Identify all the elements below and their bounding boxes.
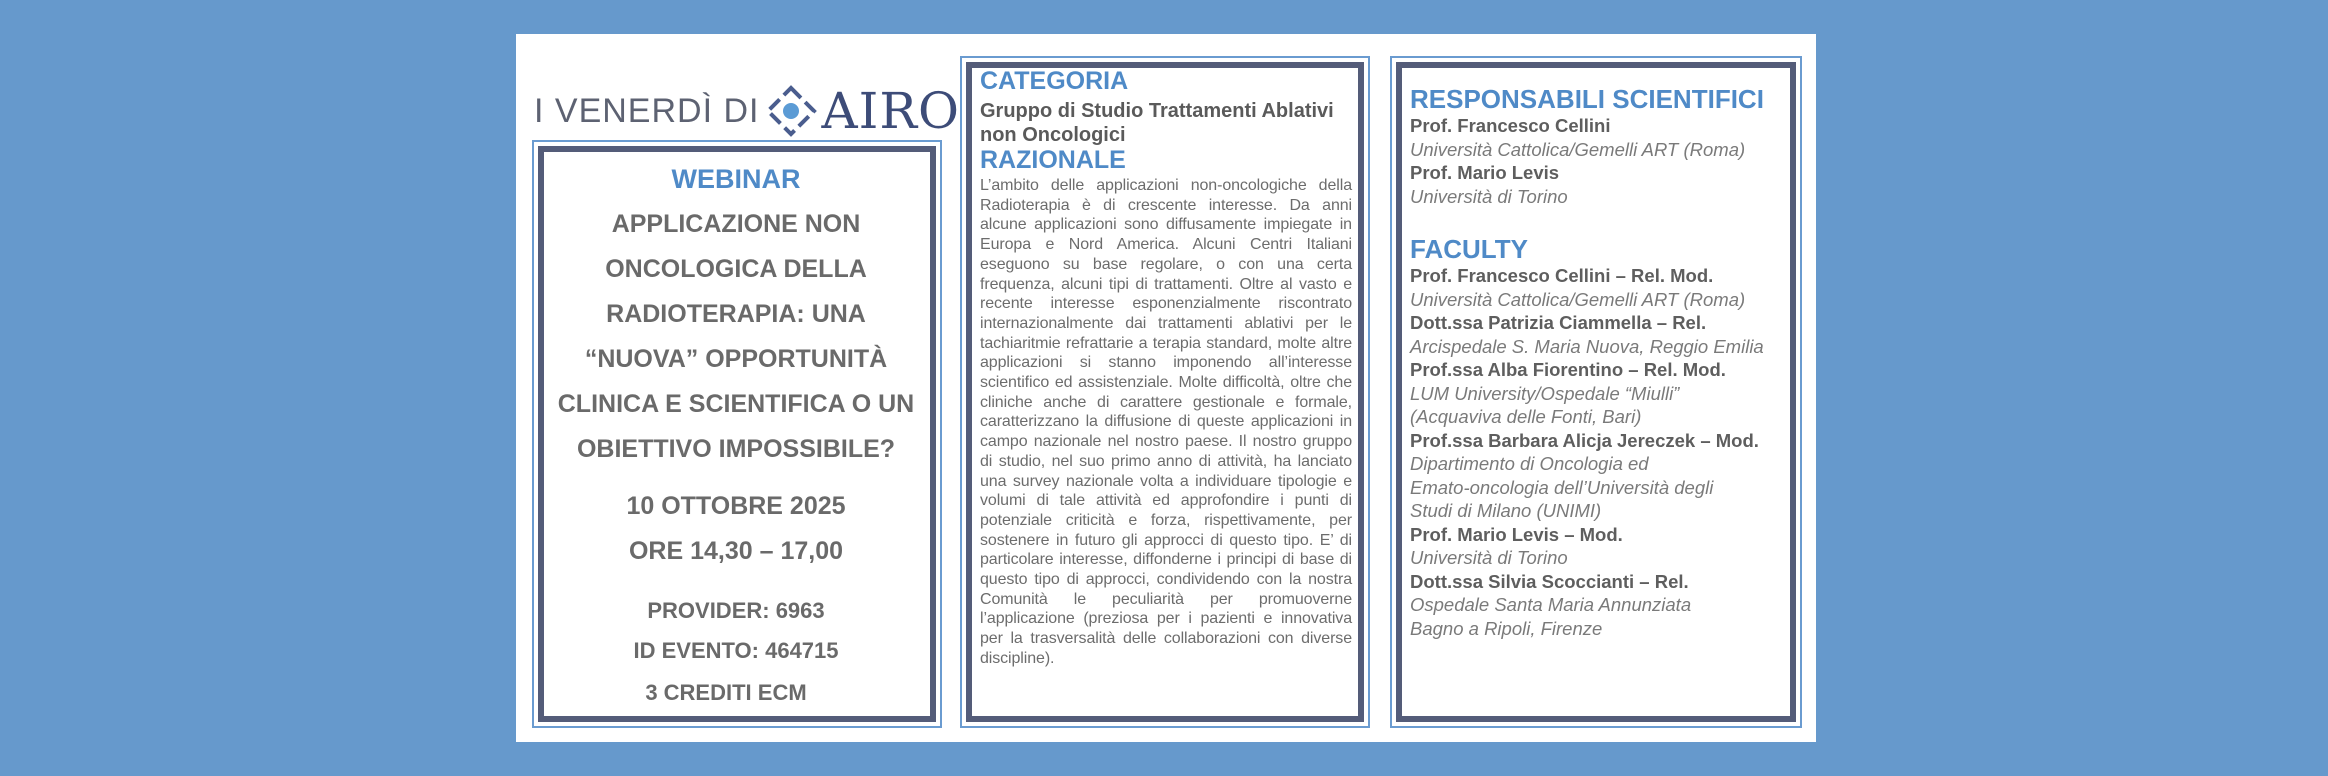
responsabile-entry	[1410, 114, 1790, 161]
person-affiliation: Emato-oncologia dell’Università degli	[1410, 476, 1714, 498]
category-text: Gruppo di Studio Trattamenti Ablativi non Oncologici	[980, 100, 1334, 146]
person-name: Dott.ssa Patrizia Ciammella – Rel.	[1410, 312, 1707, 333]
airo-logo	[534, 84, 960, 138]
responsabile-entry	[1410, 161, 1790, 208]
rationale-heading: RAZIONALE	[980, 146, 1126, 174]
responsabili-heading: RESPONSABILI SCIENTIFICI	[1410, 84, 1764, 114]
faculty-entry	[1410, 264, 1790, 311]
person-affiliation: Bagno a Ripoli, Firenze	[1410, 617, 1603, 639]
provider-id: PROVIDER: 6963	[647, 598, 825, 623]
faculty-entry	[1410, 523, 1790, 570]
faculty-heading: FACULTY	[1410, 234, 1528, 264]
person-affiliation: LUM University/Ospedale “Miulli”	[1410, 382, 1680, 404]
person-affiliation: Università di Torino	[1410, 547, 1568, 568]
title-line: ONCOLOGICA DELLA	[605, 255, 867, 283]
person-affiliation: Studi di Milano (UNIMI)	[1410, 500, 1602, 521]
person-name: Prof. Francesco Cellini	[1410, 115, 1611, 136]
person-affiliation: (Acquaviva delle Fonti, Bari)	[1410, 406, 1642, 427]
person-name: Prof. Mario Levis	[1410, 162, 1560, 183]
event-date: 10 OTTOBRE 2025	[626, 492, 846, 520]
person-affiliation: Università Cattolica/Gemelli ART (Roma)	[1410, 288, 1746, 310]
title-line: “NUOVA” OPPORTUNITÀ	[584, 345, 888, 373]
title-line: OBIETTIVO IMPOSSIBILE?	[576, 435, 896, 463]
person-affiliation: Dipartimento di Oncologia ed	[1410, 453, 1649, 474]
logo-prefix: I VENERDÌ DI	[534, 91, 760, 130]
title-line: CLINICA E SCIENTIFICA O UN	[557, 390, 915, 418]
person-affiliation: Arcispedale S. Maria Nuova, Reggio Emilia	[1410, 335, 1764, 357]
rationale-text: L’ambito delle applicazioni non-oncologiche della Radioterapia è di crescente interesse. Da anni alcune applicazioni sono diffusamente impiegate in Europa e Nord America. Alcuni Centri Italiani eseguono su base regolare, o con una certa frequenza, alcuni tipi di trattamenti. Oltre al vasto e recente interesse esponenzialmente riscontrato internazionalmente dai trattamenti ablativi per le tachiaritmie refrattarie a terapia standard, molte altre applicazioni si stanno imponendo all’interesse scientifico ed assistenziale. Molte difficoltà, oltre che cliniche anche di carattere gestionale e formale, caratterizzano la diffusione di queste applicazioni in campo nazionale nel nostro paese. Il nostro gruppo di studio, nel suo primo anno di attività, ha lanciato una survey nazionale volta a individuare tipologie e volumi di tale attività ed approfondire i punti di potenziale criticità e forza, rispettivamente, per sostenere in futuro gli approcci di questo tipo. E’ di particolare interesse, diffonderne i principi di base di questo tipo di approcci, condividendo con la nostra Comunità le peculiarità per promuoverne l’applicazione (preziosa per i pazienti e innovativa per la trasversalità delle collaborazioni con diverse discipline).	[980, 177, 1352, 667]
person-affiliation: Ospedale Santa Maria Annunziata	[1410, 594, 1692, 615]
event-time: ORE 14,30 – 17,00	[628, 537, 844, 565]
person-name: Dott.ssa Silvia Scoccianti – Rel.	[1410, 570, 1689, 592]
person-name: Prof. Francesco Cellini – Rel. Mod.	[1410, 265, 1714, 286]
title-line: APPLICAZIONE NON	[611, 210, 861, 238]
airo-mark-icon	[765, 85, 817, 137]
person-name: Prof. Mario Levis – Mod.	[1410, 523, 1623, 545]
category-heading: CATEGORIA	[980, 67, 1129, 95]
faculty-entry	[1410, 570, 1790, 641]
ecm-credits: 3 CREDITI ECM	[645, 680, 807, 705]
faculty-entry	[1410, 429, 1790, 523]
person-affiliation: Università di Torino	[1410, 185, 1568, 207]
event-id: ID EVENTO: 464715	[633, 638, 839, 663]
webinar-label: WEBINAR	[671, 164, 801, 194]
webinar-title	[540, 202, 932, 472]
faculty-entry	[1410, 358, 1790, 429]
person-name: Prof.ssa Alba Fiorentino – Rel. Mod.	[1410, 359, 1726, 380]
logo-name: AIRO	[821, 82, 960, 140]
person-name: Prof.ssa Barbara Alicja Jereczek – Mod.	[1410, 429, 1759, 451]
right-panel	[1410, 84, 1790, 640]
faculty-entry	[1410, 311, 1790, 358]
middle-panel	[980, 68, 1352, 669]
person-affiliation: Università Cattolica/Gemelli ART (Roma)	[1410, 138, 1746, 160]
title-line: RADIOTERAPIA: UNA	[606, 300, 866, 328]
